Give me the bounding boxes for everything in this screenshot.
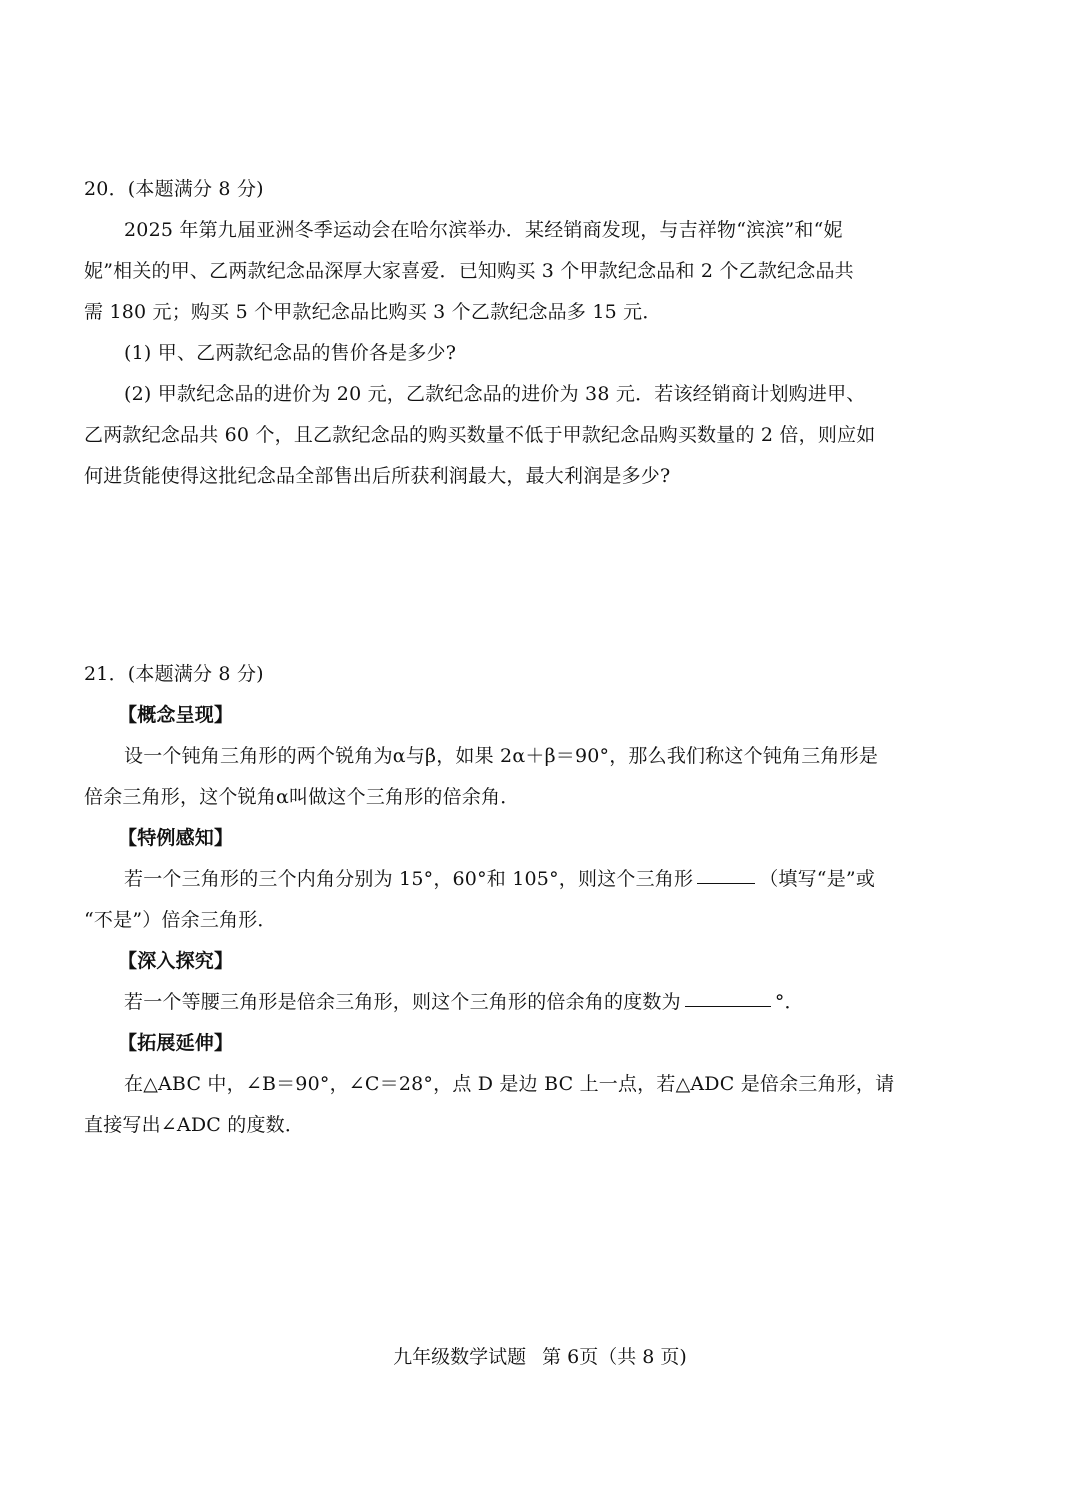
- q21-example-text-after: （填写“是”或: [759, 868, 876, 890]
- q21-example-answer-blank[interactable]: [697, 882, 755, 884]
- page-footer: [0, 1344, 1080, 1370]
- q21-explore-text-after: °．: [774, 991, 804, 1013]
- q21-concept-line-2: 倍余三角形，这个锐角α叫做这个三角形的倍余角．: [84, 786, 520, 808]
- q21-explore-answer-blank[interactable]: [685, 1005, 771, 1007]
- q21-explore-heading: 【深入探究】: [118, 950, 234, 972]
- q20-part-2-line-3: 何进货能使得这批纪念品全部售出后所获利润最大，最大利润是多少?: [84, 465, 671, 487]
- q21-header: 21．(本题满分 8 分): [84, 663, 264, 685]
- q20-line-3: 需 180 元；购买 5 个甲款纪念品比购买 3 个乙款纪念品多 15 元．: [84, 301, 662, 323]
- q21-extend-line-2: 直接写出∠ADC 的度数．: [84, 1114, 305, 1136]
- q20-header: 20．(本题满分 8 分): [84, 178, 264, 200]
- q21-example-text-before: 若一个三角形的三个内角分别为 15°，60°和 105°，则这个三角形: [124, 868, 694, 890]
- q21-example-heading: 【特例感知】: [118, 827, 234, 849]
- q21-concept-heading: 【概念呈现】: [118, 704, 234, 726]
- footer-page-number: 第 6页（共 8 页): [542, 1346, 687, 1368]
- q21-explore-line: [124, 989, 804, 1015]
- q21-explore-text-before: 若一个等腰三角形是倍余三角形，则这个三角形的倍余角的度数为: [124, 991, 681, 1013]
- q20-part-2-line-2: 乙两款纪念品共 60 个，且乙款纪念品的购买数量不低于甲款纪念品购买数量的 2 倍，则应如: [84, 424, 876, 446]
- q21-extend-line-1: 在△ABC 中，∠B＝90°，∠C＝28°，点 D 是边 BC 上一点，若△ADC 是倍余三角形，请: [124, 1073, 895, 1095]
- q21-example-line-1: [124, 866, 875, 892]
- q20-part-1: (1) 甲、乙两款纪念品的售价各是多少?: [124, 342, 457, 364]
- q21-extend-heading: 【拓展延伸】: [118, 1032, 234, 1054]
- q20-part-2-line-1: (2) 甲款纪念品的进价为 20 元，乙款纪念品的进价为 38 元．若该经销商计划购进甲、: [124, 383, 866, 405]
- q20-line-1: 2025 年第九届亚洲冬季运动会在哈尔滨举办．某经销商发现，与吉祥物“滨滨”和“妮: [124, 219, 843, 241]
- q21-concept-line-1: 设一个钝角三角形的两个锐角为α与β，如果 2α＋β＝90°，那么我们称这个钝角三角形是: [124, 745, 879, 767]
- q21-example-line-2: “不是”）倍余三角形．: [84, 909, 277, 931]
- footer-subject: 九年级数学试题: [393, 1346, 527, 1368]
- q20-line-2: 妮”相关的甲、乙两款纪念品深厚大家喜爱．已知购买 3 个甲款纪念品和 2 个乙款纪念品共: [84, 260, 854, 282]
